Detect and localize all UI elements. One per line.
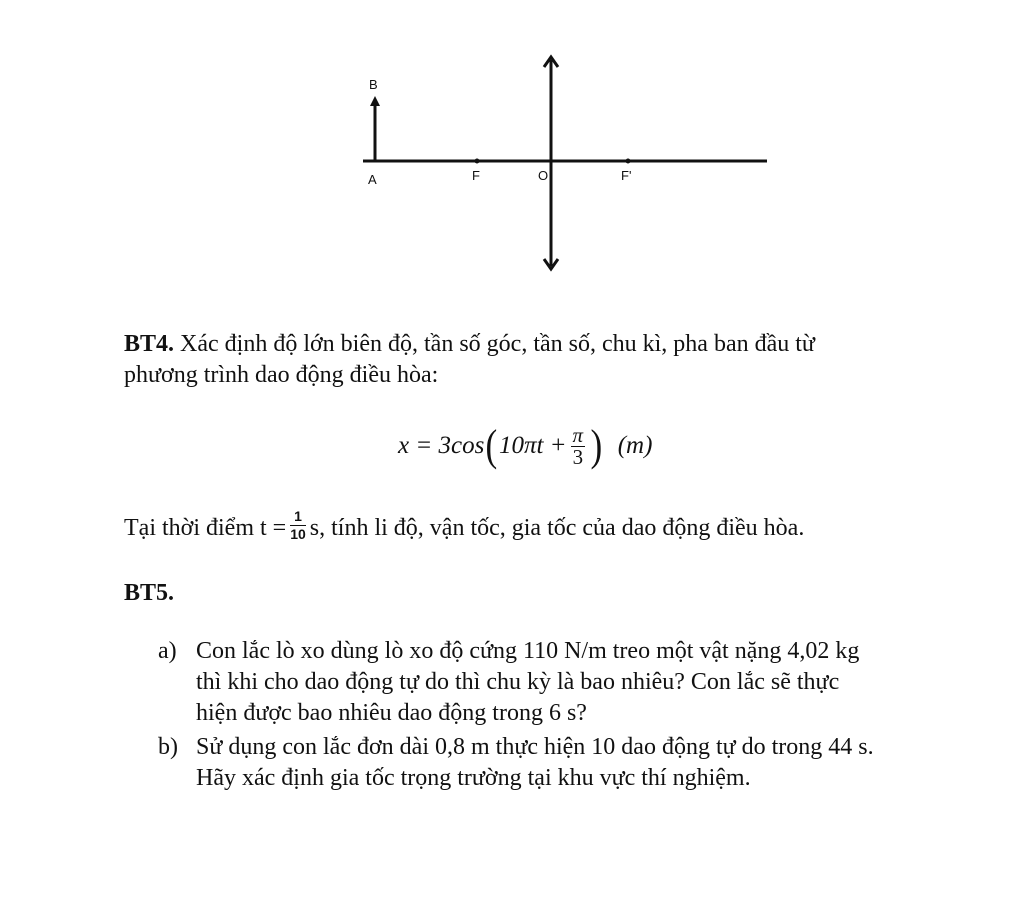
item-line: Hãy xác định gia tốc trọng trường tại khu vực thí nghiệm. xyxy=(196,765,751,791)
focal-point-f-prime-dot xyxy=(626,159,631,164)
label-b: B xyxy=(369,77,378,92)
equation-unit: (m) xyxy=(617,432,653,459)
equation-fraction xyxy=(571,422,586,469)
bt4-time-question xyxy=(124,508,804,548)
bt5-heading: BT5. xyxy=(124,580,175,606)
label-a: A xyxy=(368,172,377,187)
item-marker: a) xyxy=(158,638,177,664)
equation-inner: 10πt + xyxy=(498,432,567,459)
focal-point-f-dot xyxy=(475,159,480,164)
time-prefix: Tại thời điểm t = xyxy=(124,514,287,541)
bt4-heading: BT4. xyxy=(124,331,175,357)
object-arrowhead xyxy=(370,96,380,106)
bt4-question-line-1: Xác định độ lớn biên độ, tần số góc, tần số, chu kì, pha ban đầu từ xyxy=(174,331,815,357)
item-line: Sử dụng con lắc đơn dài 0,8 m thực hiện 10 dao động tự do trong 44 s. xyxy=(196,734,874,760)
equation-fraction-denominator: 3 xyxy=(572,444,584,469)
equation-close-paren: ) xyxy=(590,421,603,470)
label-o: O xyxy=(538,168,549,183)
time-fraction-denominator: 10 xyxy=(290,525,306,542)
label-f-prime: F' xyxy=(621,168,632,183)
item-line: thì khi cho dao động tự do thì chu kỳ là bao nhiêu? Con lắc sẽ thực xyxy=(196,669,840,695)
item-text xyxy=(196,636,859,729)
time-fraction xyxy=(290,508,306,543)
bt4-question-line-2: phương trình dao động điều hòa: xyxy=(124,362,439,388)
lens-diagram xyxy=(0,0,1024,300)
bt5-item-b xyxy=(158,732,998,796)
equation-open-paren: ( xyxy=(485,421,498,470)
time-suffix: s, tính li độ, vận tốc, gia tốc của dao động điều hòa. xyxy=(309,514,805,541)
bt5-item-a xyxy=(158,636,998,731)
item-line: hiện được bao nhiêu dao động trong 6 s? xyxy=(196,700,587,726)
time-fraction-numerator: 1 xyxy=(294,507,302,524)
equation-lhs: x = 3cos xyxy=(398,432,485,459)
item-marker: b) xyxy=(158,734,178,760)
bt4-paragraph xyxy=(124,329,815,391)
bt4-equation xyxy=(398,418,652,474)
equation-fraction-numerator: π xyxy=(572,422,584,447)
item-text xyxy=(196,732,874,794)
item-line: Con lắc lò xo dùng lò xo độ cứng 110 N/m treo một vật nặng 4,02 kg xyxy=(196,638,860,664)
label-f: F xyxy=(472,168,480,183)
